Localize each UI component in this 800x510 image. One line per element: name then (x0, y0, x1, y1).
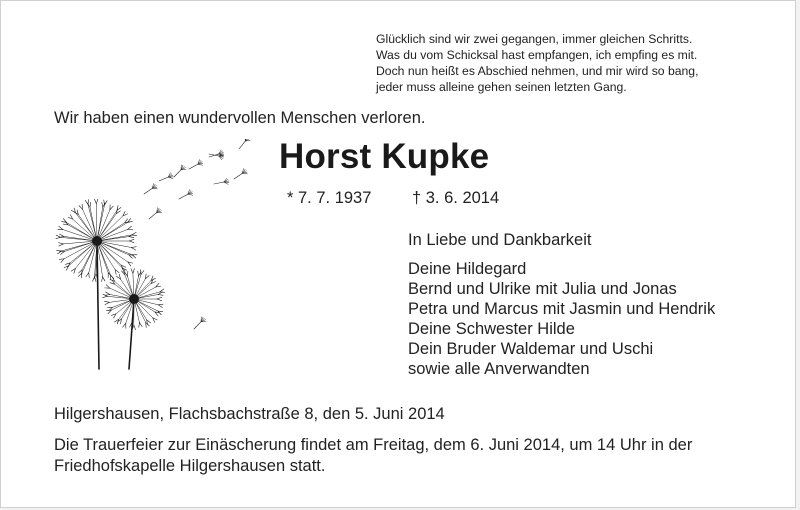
family-line: Deine Schwester Hilde (408, 320, 575, 338)
death-date: † 3. 6. 2014 (412, 189, 500, 207)
funeral-notice (54, 435, 784, 477)
family-line: Deine Hildegard (408, 260, 527, 278)
poem-line: Was du vom Schicksal hast empfangen, ich empfing es mit. (376, 48, 698, 62)
notice-line: Friedhofskapelle Hilgershausen statt. (54, 457, 326, 475)
family-list (408, 259, 715, 379)
family-line: Dein Bruder Waldemar und Uschi (408, 340, 654, 358)
family-line: Petra und Marcus mit Jasmin und Hendrik (408, 300, 716, 318)
intro-text: Wir haben einen wundervollen Menschen verloren. (54, 109, 426, 127)
poem-line: Glücklich sind wir zwei gegangen, immer gleichen Schritts. (376, 32, 693, 46)
notice-line: Die Trauerfeier zur Einäscherung findet am Freitag, dem 6. Juni 2014, um 14 Uhr in der (54, 436, 693, 454)
place-date: Hilgershausen, Flachsbachstraße 8, den 5. Juni 2014 (54, 405, 445, 423)
life-dates (287, 189, 499, 208)
deceased-name: Horst Kupke (279, 137, 490, 176)
poem-line: Doch nun heißt es Abschied nehmen, und mir wird so bang, (376, 64, 699, 78)
birth-date: * 7. 7. 1937 (287, 189, 372, 207)
poem-line: jeder muss alleine gehen seinen letzten Gang. (376, 80, 627, 94)
family-line: Bernd und Ulrike mit Julia und Jonas (408, 280, 677, 298)
poem (376, 31, 776, 95)
dandelion-illustration-icon (49, 139, 259, 373)
family-heading: In Liebe und Dankbarkeit (408, 231, 592, 249)
family-line: sowie alle Anverwandten (408, 360, 590, 378)
